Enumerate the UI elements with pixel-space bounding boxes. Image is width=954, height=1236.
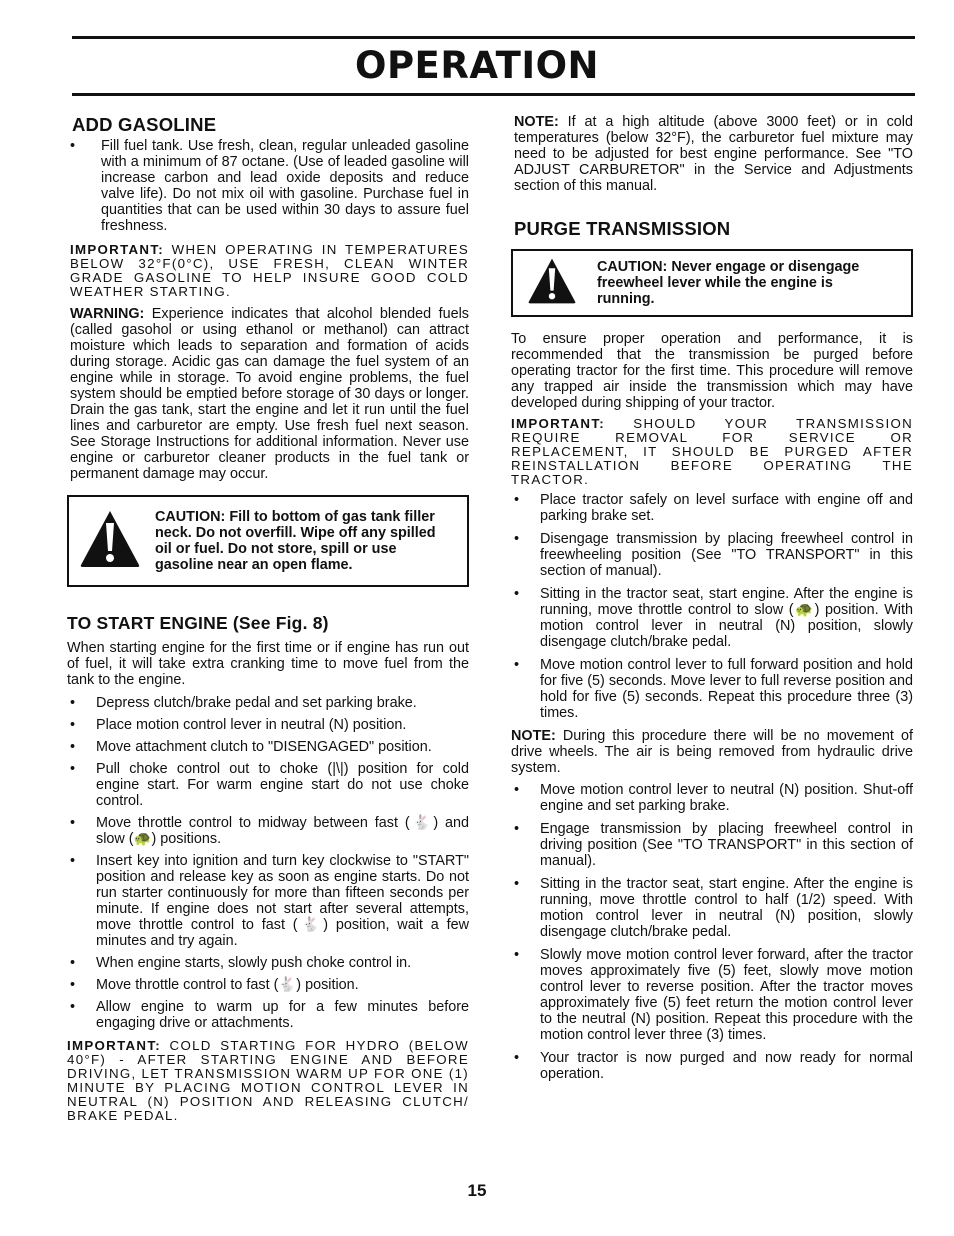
list-item: • Move throttle control to midway between fast (🐇) and slow (🐢) positions. bbox=[70, 815, 469, 847]
left-column bbox=[67, 114, 469, 1123]
list-item: • Move motion control lever to full forward position and hold for five (5) seconds. Move lever to full reverse position and hold for five (5) seconds. Repeat this procedure three (3) times. bbox=[514, 657, 913, 721]
list-item: • Pull choke control out to choke (|\|) position for cold engine start. For warm engine start do not use choke control. bbox=[70, 761, 469, 809]
add-gasoline-list bbox=[67, 138, 469, 234]
right-column bbox=[511, 114, 913, 1082]
important-purge: IMPORTANT: SHOULD YOUR TRANSMISSION REQUIRE REMOVAL FOR SERVICE OR REPLACEMENT, IT SHOULD BE PURGED AFTER REINSTALLATION BEFORE OPERATING THE TRACTOR. bbox=[511, 416, 913, 487]
list-item: • Your tractor is now purged and now ready for normal operation. bbox=[514, 1050, 913, 1082]
warning-triangle-icon bbox=[527, 257, 577, 305]
caution-box-freewheel bbox=[511, 249, 913, 317]
altitude-note: NOTE: If at a high altitude (above 3000 feet) or in cold temperatures (below 32°F), the carburetor fuel mixture may need to be adjusted for best engine performance. See "TO ADJUST CARBURETOR" in the Service and Adjustments section of this manual. bbox=[514, 114, 913, 194]
title-underline bbox=[72, 93, 915, 96]
start-engine-heading: TO START ENGINE (See Fig. 8) bbox=[67, 613, 329, 633]
start-engine-list bbox=[67, 695, 469, 1031]
purge-steps-list-2 bbox=[511, 782, 913, 1082]
list-item: • Disengage transmission by placing freewheel control in freewheeling position (See "TO TRANSPORT" in this section of manual). bbox=[514, 531, 913, 579]
list-item: • Move motion control lever to neutral (N) position. Shut-off engine and set parking brake. bbox=[514, 782, 913, 814]
warning-triangle-icon bbox=[79, 509, 141, 569]
list-item: • Insert key into ignition and turn key clockwise to "START" position and release key as soon as engine starts. Do not run starter continuously for more than fifteen seconds per minute. If engine does not start after several attempts, move throttle control to fast (🐇) position, wait a few minutes and try again. bbox=[70, 853, 469, 949]
list-item: • Move throttle control to fast (🐇) position. bbox=[70, 977, 359, 993]
page-number: 15 bbox=[467, 1181, 487, 1200]
important-cold-start: IMPORTANT: COLD STARTING FOR HYDRO (BELOW 40°F) - AFTER STARTING ENGINE AND BEFORE DRIVING, LET TRANSMISSION WARM UP FOR ONE (1) MINUTE BY PLACING MOTION CONTROL LEVER IN NEUTRAL (N) POSITION AND RELEASING CLUTCH/ BRAKE PEDAL. bbox=[67, 1038, 469, 1123]
purge-steps-list bbox=[511, 492, 913, 721]
list-item: • Fill fuel tank. Use fresh, clean, regular unleaded gasoline with a minimum of 87 octane. (Use of leaded gasoline will increase carbon and lead oxide deposits and reduce valve life). Do not mix oil with gasoline. Purchase fuel in quantities that can be used within 30 days to assure fuel freshness. bbox=[70, 138, 469, 234]
caution-box-gasoline bbox=[67, 495, 469, 587]
caution-text: CAUTION: Fill to bottom of gas tank filler neck. Do not overfill. Wipe off any spilled oil or fuel. Do not store, spill or use gasoline near an open flame. bbox=[155, 509, 436, 573]
list-item: • Engage transmission by placing freewheel control in driving position (See "TO TRANSPORT" in this section of manual). bbox=[514, 821, 913, 869]
list-item: • Sitting in the tractor seat, start engine. After the engine is running, move throttle control to half (1/2) speed. With motion control lever in neutral (N) position, slowly disengage clutch/brake pedal. bbox=[514, 876, 913, 940]
list-item: • When engine starts, slowly push choke control in. bbox=[70, 955, 412, 971]
list-item: • Slowly move motion control lever forward, after the tractor moves approximately five (5) feet, slowly move motion control lever to reverse position. After the tractor moves approximately five (5) feet return the motion control lever to the neutral (N) position. Repeat this procedure with the motion control lever three (3) times. bbox=[514, 947, 913, 1043]
list-item: • Place motion control lever in neutral (N) position. bbox=[70, 717, 407, 733]
start-engine-intro: When starting engine for the first time or if engine has run out of fuel, it will take extra cranking time to move fuel from the tank to the engine. bbox=[67, 640, 469, 688]
purge-intro: To ensure proper operation and performance, it is recommended that the transmission be purged before operating tractor for the first time. This procedure will remove any trapped air inside the transmission which may have developed during shipping of your tractor. bbox=[511, 331, 913, 411]
page-title: OPERATION bbox=[354, 44, 600, 87]
list-item: • Place tractor safely on level surface with engine off and parking brake set. bbox=[514, 492, 913, 524]
list-item: • Allow engine to warm up for a few minutes before engaging drive or attachments. bbox=[70, 999, 469, 1031]
purge-transmission-heading: PURGE TRANSMISSION bbox=[514, 218, 731, 239]
list-item: • Depress clutch/brake pedal and set parking brake. bbox=[70, 695, 417, 711]
add-gasoline-heading: ADD GASOLINE bbox=[72, 114, 217, 135]
warning-note: WARNING: Experience indicates that alcohol blended fuels (called gasohol or using ethanol or methanol) can attract moisture which leads to separation and formation of acids during storage. Acidic gas can damage the fuel system of an engine while in storage. To avoid engine problems, the fuel system should be emptied before storage of 30 days or longer. Drain the gas tank, start the engine and let it run until the fuel lines and carburetor are empty. Use fresh fuel next season. See Storage Instructions for additional information. Never use engine or carburetor cleaner products in the fuel tank or permanent damage may occur. bbox=[70, 306, 469, 482]
top-rule bbox=[72, 36, 915, 39]
important-note: IMPORTANT: WHEN OPERATING IN TEMPERATURES BELOW 32°F(0°C), USE FRESH, CLEAN WINTER GRADE GASOLINE TO HELP INSURE GOOD COLD WEATHER STARTING. bbox=[70, 242, 469, 299]
caution-text: CAUTION: Never engage or disengage freewheel lever while the engine is running. bbox=[597, 259, 860, 307]
purge-note: NOTE: During this procedure there will be no movement of drive wheels. The air is being removed from hydraulic drive system. bbox=[511, 728, 913, 776]
list-item: • Move attachment clutch to "DISENGAGED" position. bbox=[70, 739, 432, 755]
list-item: • Sitting in the tractor seat, start engine. After the engine is running, move throttle control to slow (🐢) position. With motion control lever in neutral (N) position, slowly disengage clutch/brake pedal. bbox=[514, 586, 913, 650]
